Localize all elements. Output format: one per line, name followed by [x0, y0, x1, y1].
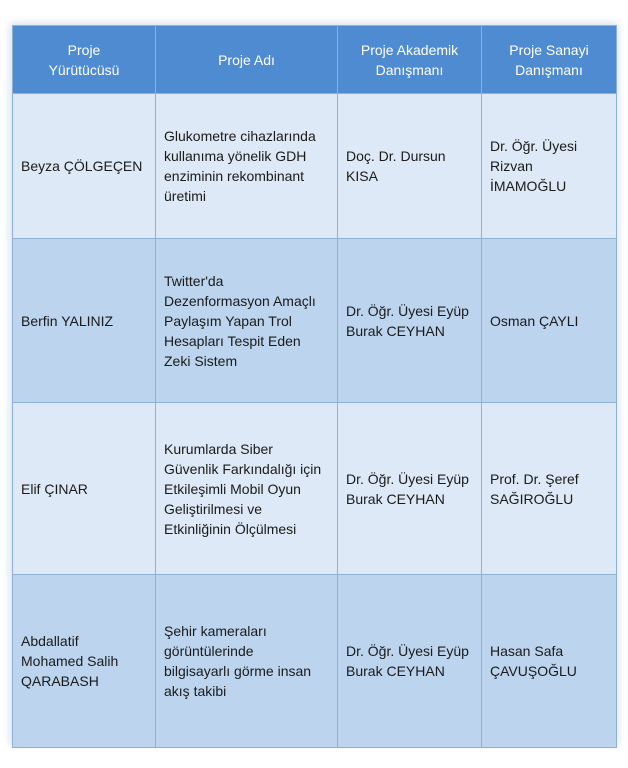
- cell-project-lead: [13, 239, 156, 403]
- cell-academic-advisor: [338, 403, 482, 575]
- cell-industry-advisor: [482, 239, 617, 403]
- cell-academic-advisor: [338, 94, 482, 239]
- cell-project-lead: [13, 403, 156, 575]
- table-row: [13, 575, 617, 748]
- cell-project-name: [156, 239, 338, 403]
- project-name-text: Glukometre cihazlarında kullanıma yönelik GDH enziminin rekombinant üretimi: [164, 128, 316, 204]
- project-lead-text: Beyza ÇÖLGEÇEN: [21, 158, 143, 174]
- cell-academic-advisor: [338, 575, 482, 748]
- cell-project-lead: [13, 94, 156, 239]
- industry-advisor-text: Dr. Öğr. Üyesi Rizvan İMAMOĞLU: [490, 138, 578, 194]
- projects-table-frame: [12, 25, 616, 743]
- cell-industry-advisor: [482, 94, 617, 239]
- header-project-lead: [13, 26, 156, 94]
- industry-advisor-text: Prof. Dr. Şeref SAĞIROĞLU: [490, 470, 579, 507]
- industry-advisor-text: Hasan Safa ÇAVUŞOĞLU: [490, 643, 577, 679]
- header-row: [13, 26, 617, 94]
- academic-advisor-text: Dr. Öğr. Üyesi Eyüp Burak CEYHAN: [346, 470, 469, 507]
- project-name-text: Twitter'da Dezenformasyon Amaçlı Paylaşım Yapan Trol Hesapları Tespit Eden Zeki Sistem: [164, 272, 316, 369]
- header-industry-advisor: [482, 26, 617, 94]
- project-lead-text: Abdallatif Mohamed Salih QARABASH: [21, 633, 119, 689]
- academic-advisor-text: Dr. Öğr. Üyesi Eyüp Burak CEYHAN: [346, 643, 469, 679]
- academic-advisor-text: Dr. Öğr. Üyesi Eyüp Burak CEYHAN: [346, 302, 469, 339]
- cell-project-lead: [13, 575, 156, 748]
- header-academic-advisor: [338, 26, 482, 94]
- project-name-text: Kurumlarda Siber Güvenlik Farkındalığı için Etkileşimli Mobil Oyun Geliştirilmesi ve Etkinliğinin Ölçülmesi: [164, 440, 322, 537]
- cell-project-name: [156, 403, 338, 575]
- header-project-name: [156, 26, 338, 94]
- projects-table: [12, 25, 617, 748]
- table-row: [13, 94, 617, 239]
- cell-project-name: [156, 94, 338, 239]
- academic-advisor-text: Doç. Dr. Dursun KISA: [346, 148, 446, 184]
- cell-industry-advisor: [482, 403, 617, 575]
- cell-industry-advisor: [482, 575, 617, 748]
- project-name-text: Şehir kameraları görüntülerinde bilgisayarlı görme insan akış takibi: [164, 623, 312, 699]
- header-academic-advisor-text: Proje Akademik Danışmanı: [360, 41, 459, 78]
- project-lead-text: Berfin YALINIZ: [21, 312, 114, 329]
- table-row: [13, 239, 617, 403]
- industry-advisor-text: Osman ÇAYLI: [490, 312, 579, 329]
- project-lead-text: Elif ÇINAR: [21, 480, 88, 497]
- header-project-lead-text: Proje Yürütücüsü: [48, 41, 120, 78]
- cell-academic-advisor: [338, 239, 482, 403]
- table-row: [13, 403, 617, 575]
- cell-project-name: [156, 575, 338, 748]
- header-industry-advisor-text: Proje Sanayi Danışmanı: [509, 41, 589, 78]
- header-project-name-text: Proje Adı: [218, 51, 275, 68]
